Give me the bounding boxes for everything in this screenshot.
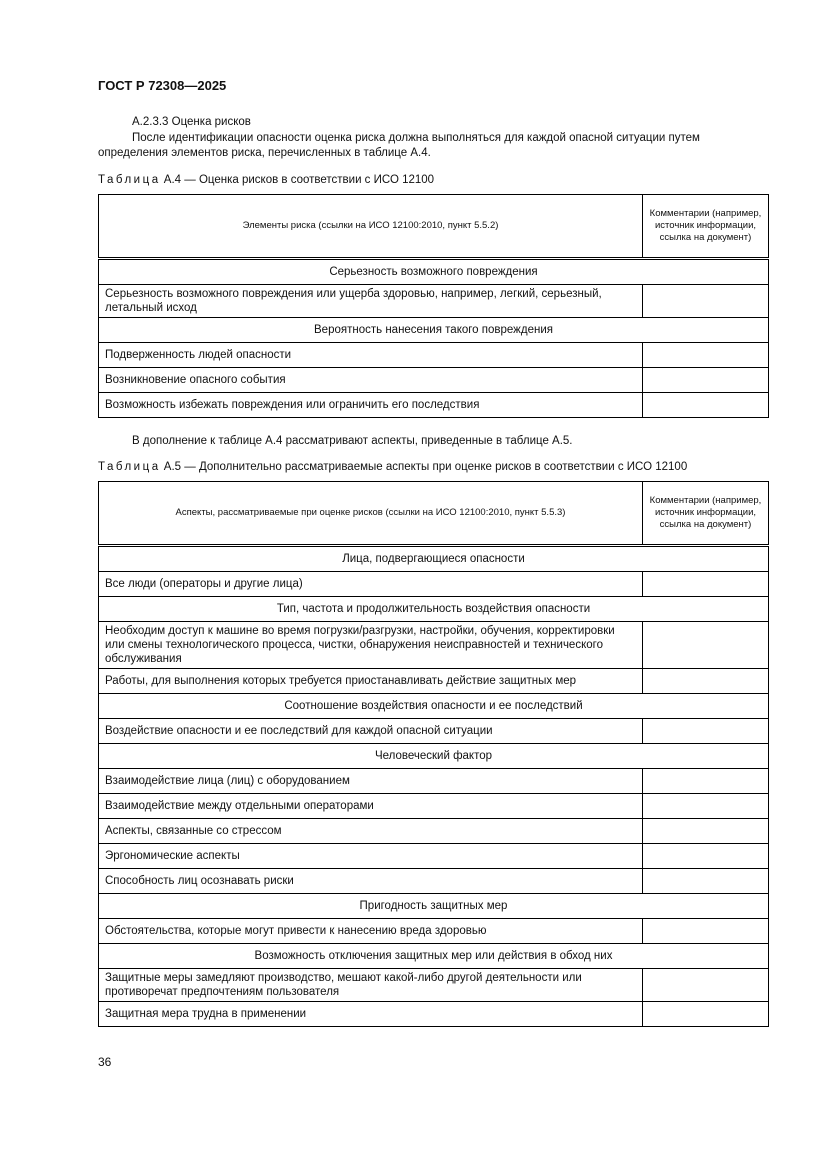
table-group-row: [99, 744, 769, 769]
page-number: 36: [98, 1055, 112, 1069]
table-a4-header-elements: Элементы риска (ссылки на ИСО 12100:2010, пункт 5.5.2): [99, 195, 643, 259]
table-row: [99, 669, 769, 694]
table-row: [99, 368, 769, 393]
table-group-row: [99, 944, 769, 969]
table-a5-header-comments: Комментарии (например, источник информации, ссылка на документ): [643, 482, 769, 546]
table-row: [99, 869, 769, 894]
between-text: В дополнение к таблице А.4 рассматривают аспекты, приведенные в таблице А.5.: [132, 435, 573, 447]
table-group-row: [99, 259, 769, 285]
table-row: [99, 572, 769, 597]
comment-cell: [643, 669, 769, 694]
row-text: Взаимодействие лица (лиц) с оборудованием: [99, 769, 643, 794]
comment-cell: [643, 285, 769, 318]
row-text: Способность лиц осознавать риски: [99, 869, 643, 894]
table-group-row: [99, 597, 769, 622]
group-heading: Соотношение воздействия опасности и ее последствий: [99, 694, 769, 719]
comment-cell: [643, 343, 769, 368]
comment-cell: [643, 719, 769, 744]
table-a4-body: [99, 259, 769, 418]
row-text: Защитная мера трудна в применении: [99, 1002, 643, 1027]
table-row: [99, 794, 769, 819]
row-text: Необходим доступ к машине во время погрузки/разгрузки, настройки, обучения, корректировки или смены технологического процесса, чистки, обнаружения неисправностей и технического обслуживания: [99, 622, 643, 669]
table-a5-body: [99, 546, 769, 1027]
table-group-row: [99, 546, 769, 572]
comment-cell: [643, 393, 769, 418]
table-a4-header-comments: Комментарии (например, источник информации, ссылка на документ): [643, 195, 769, 259]
table-a5-caption-text: А.5 — Дополнительно рассматриваемые аспекты при оценке рисков в соответствии с ИСО 12100: [160, 461, 688, 473]
comment-cell: [643, 572, 769, 597]
comment-cell: [643, 368, 769, 393]
row-text: Взаимодействие между отдельными операторами: [99, 794, 643, 819]
section-intro: После идентификации опасности оценка риска должна выполняться для каждой опасной ситуации путем определения элементов риска, перечисленных в таблице А.4.: [98, 132, 700, 159]
table-row: [99, 769, 769, 794]
table-row: [99, 343, 769, 368]
comment-cell: [643, 769, 769, 794]
table-row: [99, 844, 769, 869]
table-a5-caption-label: Таблица: [98, 461, 161, 473]
row-text: Воздействие опасности и ее последствий для каждой опасной ситуации: [99, 719, 643, 744]
group-heading: Серьезность возможного повреждения: [99, 259, 769, 285]
comment-cell: [643, 819, 769, 844]
group-heading: Вероятность нанесения такого повреждения: [99, 318, 769, 343]
table-row: [99, 393, 769, 418]
table-a5-caption: [98, 461, 687, 473]
section-title: А.2.3.3 Оценка рисков: [132, 116, 251, 128]
table-group-row: [99, 894, 769, 919]
table-row: [99, 1002, 769, 1027]
table-a5: [98, 481, 769, 1027]
table-row: [99, 969, 769, 1002]
row-text: Возникновение опасного события: [99, 368, 643, 393]
comment-cell: [643, 1002, 769, 1027]
table-a4: [98, 194, 769, 418]
table-row: [99, 622, 769, 669]
table-a4-caption-label: Таблица: [98, 174, 161, 186]
table-a4-caption-text: А.4 — Оценка рисков в соответствии с ИСО 12100: [160, 174, 435, 186]
row-text: Подверженность людей опасности: [99, 343, 643, 368]
document-header: ГОСТ Р 72308—2025: [98, 78, 227, 93]
table-row: [99, 919, 769, 944]
row-text: Защитные меры замедляют производство, мешают какой-либо другой деятельности или противоречат предпочтениям пользователя: [99, 969, 643, 1002]
group-heading: Лица, подвергающиеся опасности: [99, 546, 769, 572]
comment-cell: [643, 869, 769, 894]
comment-cell: [643, 844, 769, 869]
row-text: Аспекты, связанные со стрессом: [99, 819, 643, 844]
row-text: Серьезность возможного повреждения или ущерба здоровью, например, легкий, серьезный, летальный исход: [99, 285, 643, 318]
table-row: [99, 285, 769, 318]
table-row: [99, 819, 769, 844]
row-text: Возможность избежать повреждения или ограничить его последствия: [99, 393, 643, 418]
comment-cell: [643, 969, 769, 1002]
table-row: [99, 719, 769, 744]
group-heading: Пригодность защитных мер: [99, 894, 769, 919]
row-text: Обстоятельства, которые могут привести к нанесению вреда здоровью: [99, 919, 643, 944]
table-group-row: [99, 318, 769, 343]
table-group-row: [99, 694, 769, 719]
group-heading: Тип, частота и продолжительность воздействия опасности: [99, 597, 769, 622]
comment-cell: [643, 622, 769, 669]
row-text: Работы, для выполнения которых требуется приостанавливать действие защитных мер: [99, 669, 643, 694]
group-heading: Возможность отключения защитных мер или действия в обход них: [99, 944, 769, 969]
group-heading: Человеческий фактор: [99, 744, 769, 769]
row-text: Все люди (операторы и другие лица): [99, 572, 643, 597]
row-text: Эргономические аспекты: [99, 844, 643, 869]
table-a5-header-aspects: Аспекты, рассматриваемые при оценке рисков (ссылки на ИСО 12100:2010, пункт 5.5.3): [99, 482, 643, 546]
table-a4-caption: [98, 174, 434, 186]
comment-cell: [643, 919, 769, 944]
comment-cell: [643, 794, 769, 819]
